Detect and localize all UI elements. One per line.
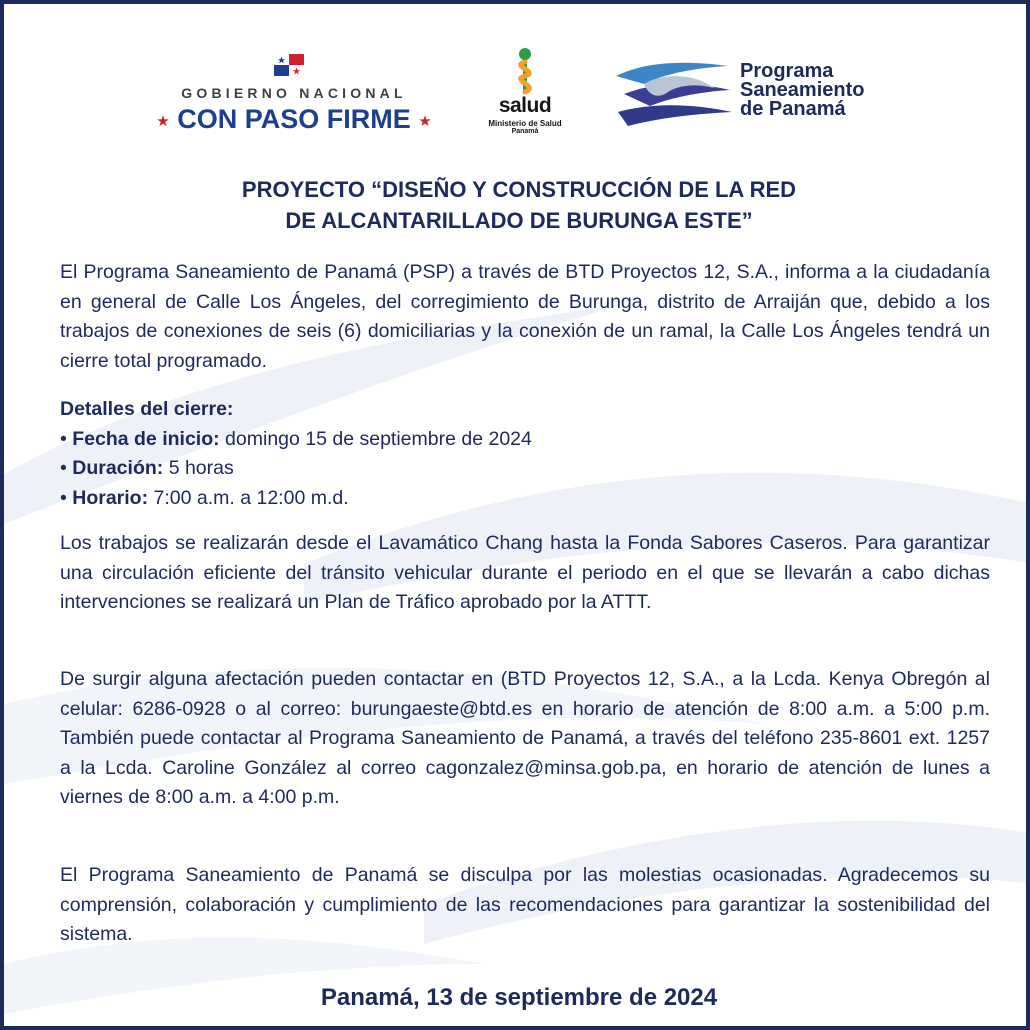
- gobierno-nacional-text: GOBIERNO NACIONAL: [181, 85, 407, 101]
- detail-value: domingo 15 de septiembre de 2024: [225, 427, 532, 450]
- panama-flag-icon: [274, 54, 304, 76]
- detail-item-duracion: [60, 454, 990, 484]
- title-line-1: PROYECTO “DISEÑO Y CONSTRUCCIÓN DE LA RED: [241, 177, 797, 202]
- detail-value: 5 horas: [168, 457, 234, 479]
- bullet: •: [60, 457, 67, 479]
- minsa-salud-logo: [480, 46, 570, 142]
- project-title: [84, 174, 954, 236]
- bullet: •: [60, 486, 67, 509]
- star-icon: ★: [418, 112, 432, 130]
- detail-label: Fecha de inicio:: [72, 427, 220, 450]
- salud-wordmark: salud: [498, 94, 552, 117]
- psp-line-3: de Panamá: [740, 98, 846, 120]
- ministerio-de-salud-text: Ministerio de Salud: [488, 119, 562, 128]
- star-icon: ★: [156, 112, 170, 130]
- apology-paragraph: El Programa Saneamiento de Panamá se disculpa por las molestias ocasionadas. Agradecemos su comprensión, colaboración y cumplimiento de las recomendaciones para garantizar la sostenibilidad del sistema.: [60, 864, 990, 945]
- detail-value: 7:00 a.m. a 12:00 m.d.: [153, 486, 349, 509]
- details-heading: Detalles del cierre:: [60, 398, 234, 420]
- programa-saneamiento-wordmark: [740, 62, 864, 119]
- detail-label: Duración:: [72, 457, 164, 479]
- psp-line-1: Programa: [740, 60, 834, 82]
- detail-item-fecha: [60, 425, 990, 455]
- closure-details: [60, 395, 990, 513]
- intro-paragraph: El Programa Saneamiento de Panamá (PSP) a través de BTD Proyectos 12, S.A., informa a la ciudadanía en general de Calle Los Ángeles, del corregimiento de Burunga, distrito de Arraiján que, debido a los trabajos de conexiones de seis (6) domiciliarias y la conexión de un ramal, la Calle Los Ángeles tendrá un cierre total programado.: [60, 261, 990, 372]
- footer-date: Panamá, 13 de septiembre de 2024: [320, 984, 718, 1011]
- caduceus-snake-icon: [480, 46, 570, 96]
- contact-paragraph: De surgir alguna afectación pueden contactar en (BTD Proyectos 12, S.A., a la Lcda. Kenya Obregón al celular: 6286-0928 o al correo: burungaeste@btd.es en horario de atención de 8:00 a.m. a 5:00 p.m. También puede contactar al Programa Saneamiento de Panamá, a través del teléfono 235-8601 ext. 1257 a la Lcda. Caroline González al correo cagonzalez@minsa.gob.pa, en horario de atención de lunes a viernes de 8:00 a.m. a 4:00 p.m.: [60, 668, 990, 808]
- detail-item-horario: [60, 484, 990, 514]
- works-paragraph: Los trabajos se realizarán desde el Lavamático Chang hasta la Fonda Sabores Caseros. Para garantizar una circulación eficiente del tránsito vehicular durante el periodo en el que se llevarán a cabo dichas intervenciones se realizará un Plan de Tráfico aprobado por la ATTT.: [60, 532, 990, 613]
- con-paso-firme-text: [144, 104, 444, 135]
- programa-saneamiento-logo: [614, 54, 914, 134]
- con-paso-firme-label: CON PASO FIRME: [177, 104, 411, 134]
- gobierno-nacional-logo: [144, 52, 444, 142]
- panama-subtext: Panamá: [511, 128, 539, 135]
- title-line-2: DE ALCANTARILLADO DE BURUNGA ESTE”: [285, 208, 753, 233]
- detail-label: Horario:: [72, 486, 149, 509]
- psp-line-2: Saneamiento: [740, 79, 865, 101]
- dolphin-wave-icon: [614, 54, 734, 134]
- bullet: •: [60, 427, 67, 450]
